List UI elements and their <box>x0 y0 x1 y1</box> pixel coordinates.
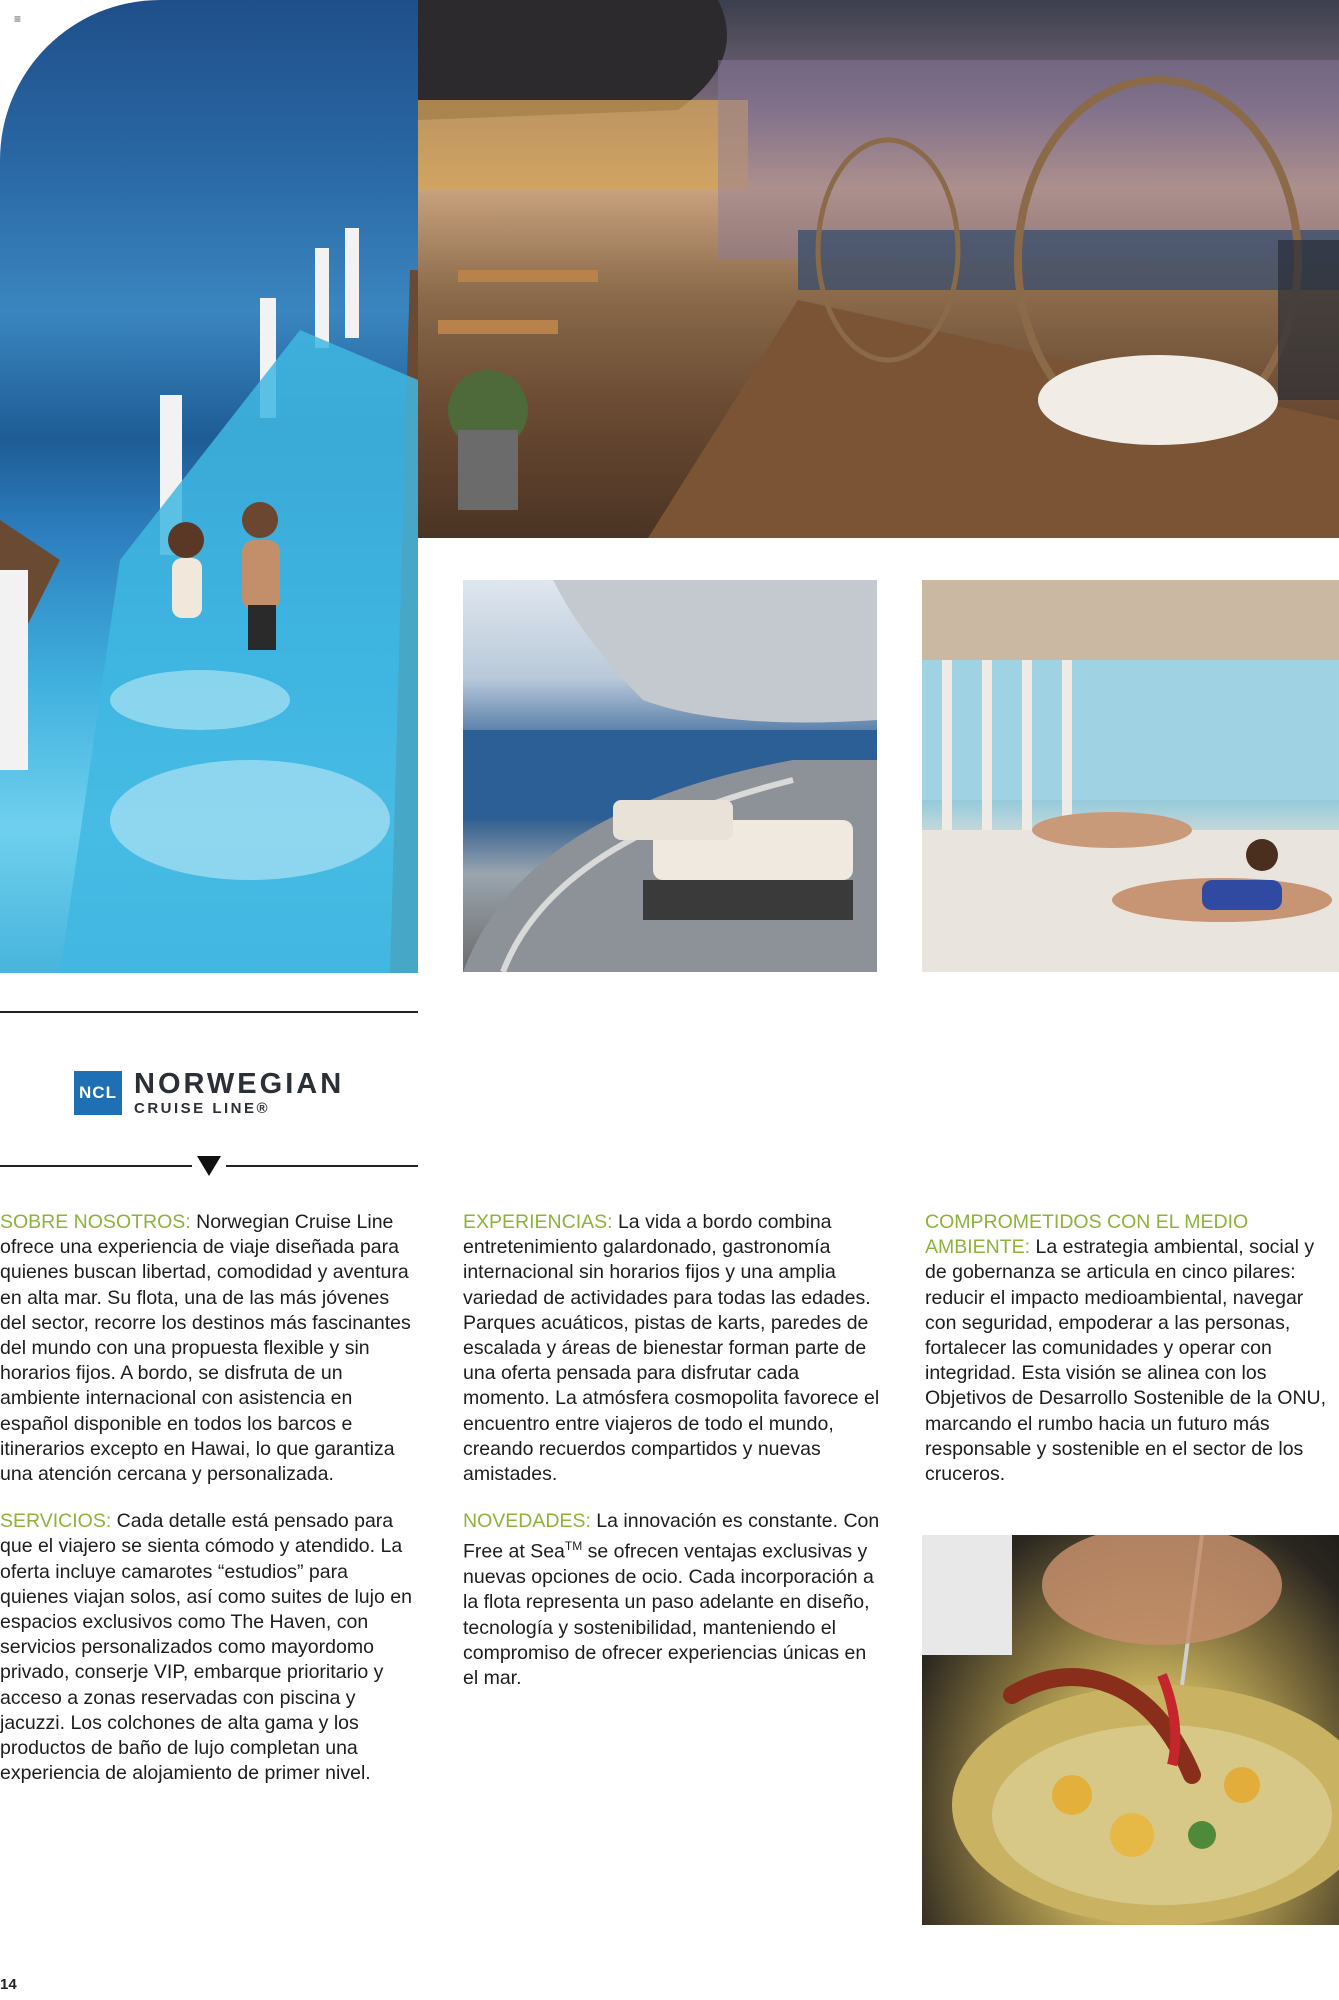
section-servicios <box>0 1509 420 1786</box>
spa-photo <box>922 580 1339 972</box>
section-body: Norwegian Cruise Line ofrece una experiencia de viaje diseñada para quienes buscan libertad, comodidad y aventura en alta mar. Su flota, una de las más jóvenes del sector, recorre los destinos más fascinantes del mundo con una propuesta flexible y sin horarios fijos. A bordo, se disfruta de un ambiente internacional con asistencia en español disponible en todos los barcos e itinerarios excepto en Hawai, lo que garantiza una atención cercana y personalizada. <box>0 1211 411 1486</box>
spa-illustration <box>922 580 1339 972</box>
trademark-mark: TM <box>564 1539 583 1554</box>
lounge-illustration <box>418 0 1339 538</box>
corner-mark: ≡ <box>14 12 22 26</box>
ncl-logo <box>74 1068 364 1118</box>
section-sobre-nosotros <box>0 1210 420 1487</box>
page-number: 14 <box>0 1976 17 1993</box>
pool-photo <box>0 0 418 973</box>
balcony-illustration <box>463 580 877 972</box>
section-body: La innovación es constante. Con Free at Sea <box>463 1510 880 1563</box>
divider-arrow-icon <box>197 1156 221 1176</box>
column-left <box>0 1210 420 1808</box>
logo-name: NORWEGIAN <box>134 1068 345 1100</box>
logo-subtitle: CRUISE LINE® <box>134 1100 271 1117</box>
section-body-cont: se ofrecen ventajas exclusivas y nuevas opciones de ocio. Cada incorporación a la flota representa un paso adelante en diseño, tecnología y sostenibilidad, manteniendo el compromiso de ofrecer experiencias únicas en el mar. <box>463 1540 874 1689</box>
divider-left <box>0 1165 192 1167</box>
section-heading: SOBRE NOSOTROS: <box>0 1211 191 1233</box>
divider-right <box>226 1165 418 1167</box>
section-heading: SERVICIOS: <box>0 1510 112 1533</box>
section-body: Cada detalle está pensado para que el viajero se sienta cómodo y atendido. La oferta incluye camarotes “estudios” para quienes viajan solos, así como suites de lujo en espacios exclusivos como The Haven, con servicios personalizados como mayordomo privado, conserje VIP, embarque prioritario y acceso a zonas reservadas con piscina y jacuzzi. Los colchones de alta gama y los productos de baño de lujo completan una experiencia de alojamiento de primer nivel. <box>0 1510 412 1785</box>
food-photo <box>922 1535 1339 1925</box>
pool-illustration <box>0 0 418 973</box>
column-right <box>925 1210 1339 1509</box>
section-heading: COMPROMETIDOS CON EL MEDIO AMBIENTE: <box>925 1211 1249 1259</box>
food-illustration <box>922 1535 1339 1925</box>
column-middle <box>463 1210 883 1713</box>
lounge-deck-photo <box>418 0 1339 538</box>
divider-top <box>0 1011 418 1013</box>
ncl-badge: NCL <box>74 1071 122 1115</box>
section-body: La estrategia ambiental, social y de gobernanza se articula en cinco pilares: reducir el impacto medioambiental, navegar con seguridad, empoderar a las personas, fortalecer las comunidades y operar con integridad. Esta visión se alinea con los Objetivos de Desarrollo Sostenible de la ONU, marcando el rumbo hacia un futuro más responsable y sostenible en el sector de los cruceros. <box>925 1236 1327 1486</box>
section-experiencias <box>463 1210 883 1487</box>
section-heading: EXPERIENCIAS: <box>463 1211 613 1233</box>
section-novedades <box>463 1509 883 1691</box>
section-heading: NOVEDADES: <box>463 1510 591 1533</box>
section-body: La vida a bordo combina entretenimiento galardonado, gastronomía internacional sin horarios fijos y una amplia variedad de actividades para todas las edades. Parques acuáticos, pistas de karts, paredes de escalada y áreas de bienestar forman parte de una oferta pensada para disfrutar cada momento. La atmósfera cosmopolita favorece el encuentro entre viajeros de todo el mundo, creando recuerdos compartidos y nuevas amistades. <box>463 1211 880 1486</box>
section-medio-ambiente <box>925 1210 1339 1487</box>
balcony-photo <box>463 580 877 972</box>
